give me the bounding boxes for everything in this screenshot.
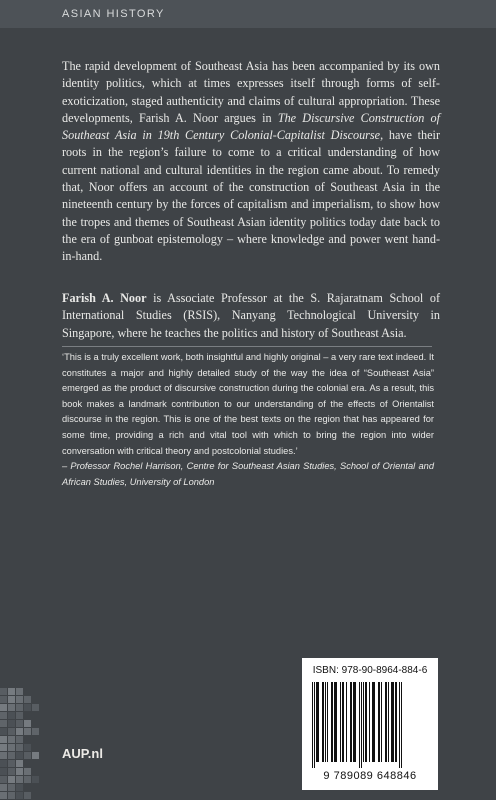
pattern-tile xyxy=(16,768,23,775)
pattern-tile xyxy=(16,688,23,695)
barcode-bar xyxy=(314,682,315,768)
barcode-bar xyxy=(374,682,375,762)
barcode-bar xyxy=(342,682,344,762)
barcode-bar xyxy=(346,682,347,762)
pattern-tile xyxy=(24,728,31,735)
author-bio xyxy=(62,290,440,342)
pattern-tile xyxy=(16,752,23,759)
pattern-tile xyxy=(0,768,7,775)
pattern-tile xyxy=(32,728,39,735)
pattern-tile xyxy=(16,704,23,711)
barcode-bar xyxy=(350,682,352,762)
isbn-label: ISBN: 978-90-8964-884-6 xyxy=(312,665,428,676)
barcode-bar xyxy=(322,682,324,762)
barcode-bar xyxy=(365,682,367,762)
book-blurb xyxy=(62,58,440,266)
pattern-tile xyxy=(8,760,15,767)
pattern-tile xyxy=(0,760,7,767)
isbn-barcode-block xyxy=(302,658,438,790)
pattern-tile xyxy=(32,776,39,783)
pattern-tile xyxy=(0,728,7,735)
barcode-bar xyxy=(331,682,333,762)
pattern-tile xyxy=(8,704,15,711)
pattern-tile xyxy=(0,776,7,783)
pattern-tile xyxy=(24,704,31,711)
endorsement-quote: ‘This is a truly excellent work, both insightful and highly original – a very rare text indeed. It constitutes a major and highly detailed study of the way the idea of “Southeast Asia” emerged as the product of discursive construction during the colonial era. As a result, this book makes a landmark contribution to our understanding of the effects of Orientalist discourse in the region. This is one of the best texts on the region that has appeared for some time, providing a rich and vital tool with which to bring the region into wider conversation with critical theory and postcolonial studies.’ xyxy=(62,352,434,456)
barcode-bar xyxy=(325,682,326,762)
barcode-bar xyxy=(391,682,393,762)
pattern-tile xyxy=(8,752,15,759)
pattern-tile xyxy=(16,696,23,703)
pattern-tile xyxy=(8,696,15,703)
pattern-tile xyxy=(16,792,23,799)
pattern-tile xyxy=(0,712,7,719)
pattern-tile xyxy=(0,704,7,711)
pattern-tile xyxy=(8,792,15,799)
pattern-tile xyxy=(16,776,23,783)
barcode-bar xyxy=(327,682,328,762)
barcode-bar xyxy=(363,682,364,762)
pattern-tile xyxy=(8,744,15,751)
pattern-tile xyxy=(0,720,7,727)
endorsement-attribution: – Professor Rochel Harrison, Centre for Southeast Asian Studies, School of Oriental and African Studies, University of London xyxy=(62,461,434,487)
barcode-bar xyxy=(393,682,394,762)
pattern-tile xyxy=(24,776,31,783)
barcode-bar xyxy=(336,682,337,762)
pattern-tile xyxy=(0,792,7,799)
pattern-tile xyxy=(32,704,39,711)
pattern-tile xyxy=(0,752,7,759)
barcode-bar xyxy=(385,682,387,762)
pattern-tile xyxy=(24,696,31,703)
section-divider xyxy=(62,346,432,347)
author-name: Farish A. Noor xyxy=(62,291,147,305)
barcode-bar xyxy=(312,682,313,768)
blurb-part-2: , have their roots in the region’s failure to come to a critical understanding of how current national and cultural identities in the region came about. To remedy that, Noor offers an account of the construction of Southeast Asia in the nineteenth century by the forces of capitalism and imperialism, to show how the tropes and themes of Southeast Asian identity politics today date back to the era of gunboat epistemology – where knowledge and power went hand-in-hand. xyxy=(62,128,440,264)
blurb-part-1: The rapid development of Southeast Asia has been accompanied by its own identity politics, which at times expresses itself through forms of self-exoticization, staged authenticity and claims of cultural appropriation. These developments, Farish A. Noor argues in xyxy=(62,59,440,125)
decorative-tile-pattern xyxy=(0,688,50,800)
pattern-tile xyxy=(16,720,23,727)
barcode-bar xyxy=(361,682,362,768)
barcode-bar xyxy=(381,682,382,762)
pattern-tile xyxy=(0,688,7,695)
pattern-tile xyxy=(24,744,31,751)
barcode-bar xyxy=(372,682,374,762)
barcode-bar xyxy=(369,682,370,762)
pattern-tile xyxy=(0,744,7,751)
pattern-tile xyxy=(8,768,15,775)
pattern-tile xyxy=(8,712,15,719)
pattern-tile xyxy=(24,720,31,727)
pattern-tile xyxy=(24,792,31,799)
pattern-tile xyxy=(16,712,23,719)
barcode-bar xyxy=(378,682,380,762)
barcode-bar xyxy=(316,682,318,762)
pattern-tile xyxy=(8,784,15,791)
barcode-bar xyxy=(340,682,341,762)
endorsement xyxy=(62,350,434,490)
pattern-tile xyxy=(16,760,23,767)
barcode-bar xyxy=(353,682,355,762)
pattern-tile xyxy=(8,776,15,783)
pattern-tile xyxy=(8,720,15,727)
barcode-bar xyxy=(359,682,360,768)
barcode-bar xyxy=(355,682,356,762)
pattern-tile xyxy=(32,752,39,759)
barcode-bar xyxy=(399,682,400,768)
pattern-tile xyxy=(24,752,31,759)
barcode-digits: 9 789089 648846 xyxy=(323,770,417,782)
pattern-tile xyxy=(16,784,23,791)
pattern-tile xyxy=(8,736,15,743)
pattern-tile xyxy=(0,736,7,743)
barcode-bar xyxy=(388,682,389,762)
pattern-tile xyxy=(8,688,15,695)
pattern-tile xyxy=(16,744,23,751)
barcode xyxy=(306,682,434,768)
author-bio-text: is Associate Professor at the S. Rajaratnam School of International Studies (RSIS), Nanyang Technological University in Singapore, where he teaches the politics and history of Southeast Asia. xyxy=(62,291,441,340)
series-band xyxy=(0,0,496,28)
pattern-tile xyxy=(0,784,7,791)
pattern-tile xyxy=(0,696,7,703)
barcode-bar xyxy=(318,682,319,762)
barcode-bar xyxy=(334,682,336,762)
pattern-tile xyxy=(16,736,23,743)
pattern-tile xyxy=(8,728,15,735)
pattern-tile xyxy=(16,728,23,735)
series-category: ASIAN HISTORY xyxy=(62,8,165,20)
book-title: The Discursive Construction of Southeast Asia in 19th Century Colonial-Capitalist Discourse xyxy=(62,110,440,143)
pattern-tile xyxy=(24,768,31,775)
barcode-bar xyxy=(401,682,402,768)
publisher-website: AUP.nl xyxy=(62,746,103,761)
barcode-bar xyxy=(395,682,397,762)
